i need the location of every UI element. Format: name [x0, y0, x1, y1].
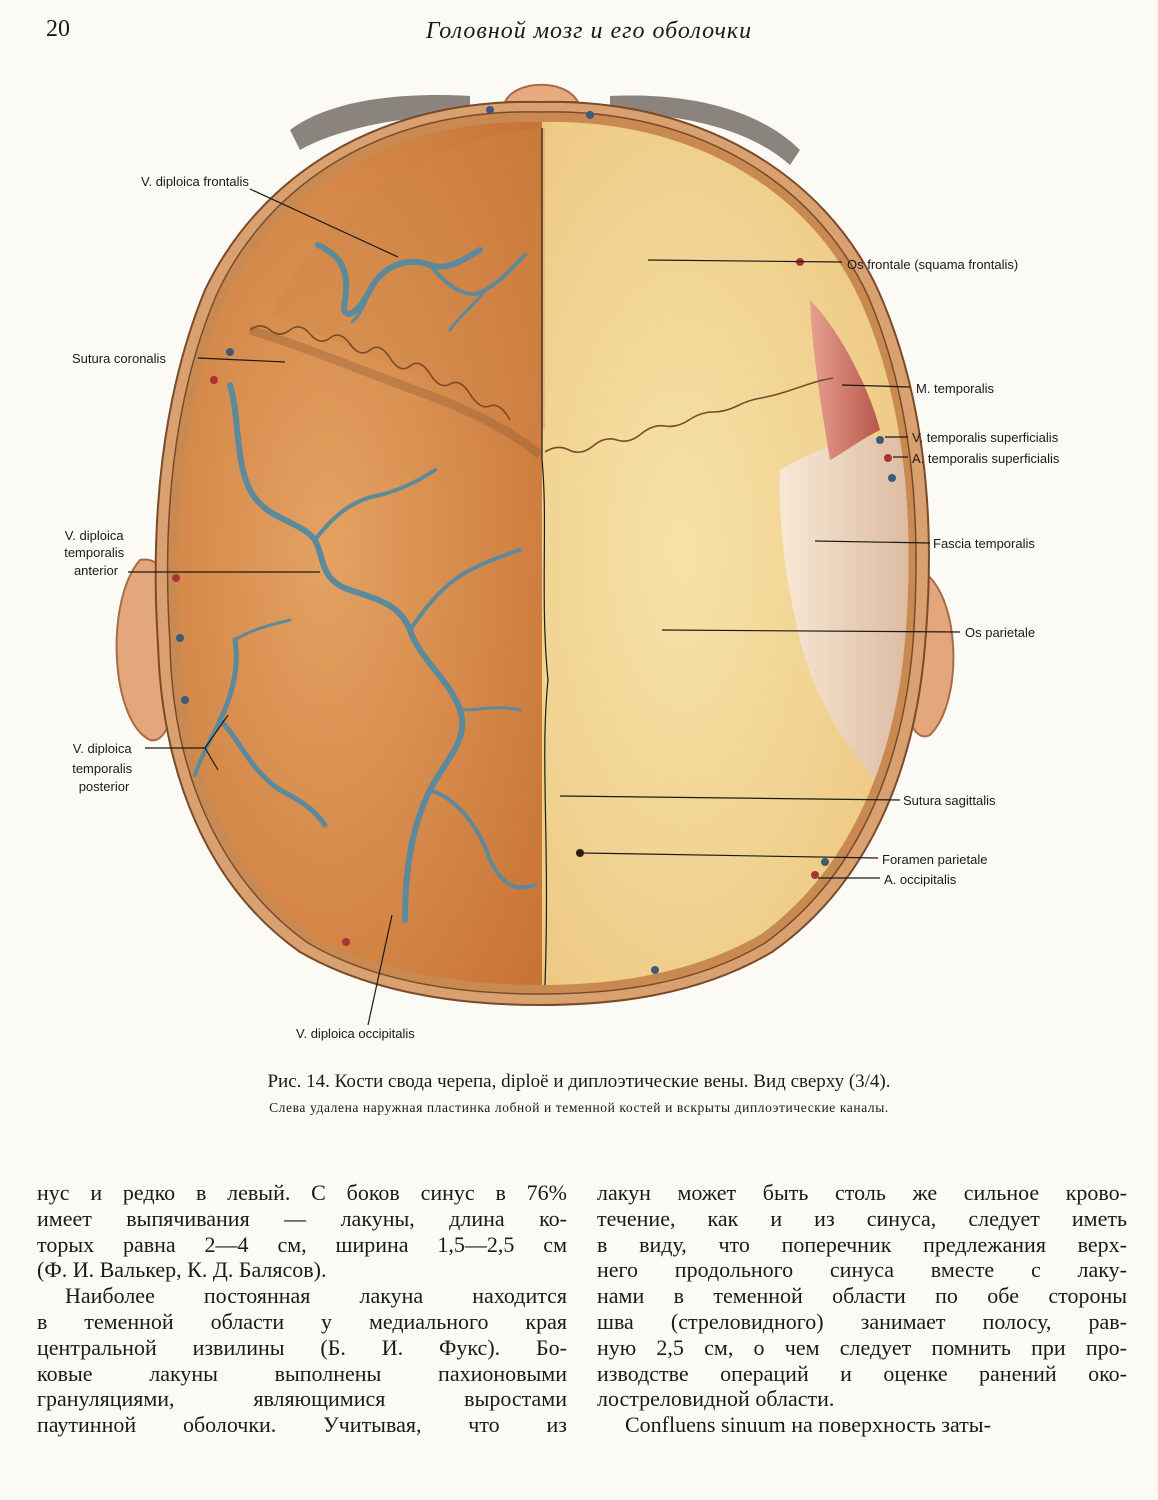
label-sutura-coronalis: Sutura coronalis: [72, 351, 166, 366]
nose-tip: [505, 85, 578, 102]
running-title: Головной мозг и его оболочки: [425, 18, 753, 44]
label-sutura-sagittalis: Sutura sagittalis: [903, 793, 996, 808]
body-text-right-column: [597, 1180, 1127, 1438]
label-os-parietale: Os parietale: [965, 625, 1036, 640]
label-v-diploica-temporalis-posterior: V. diploica temporalis posterior: [72, 741, 133, 794]
paragraph: Confluens sinuum на поверхность заты-: [625, 1412, 991, 1438]
paragraph: Наиболее постоянная лакуна находится в теменной области у медиального края центральной извилины (Б. И. Фукс). Бо- ковые лакуны выполнены пахионовыми грануляциями, являющимися выростами паутинной оболочки. Учитывая, что из: [37, 1283, 567, 1438]
body-text-left-column: [37, 1180, 567, 1438]
label-m-temporalis: M. temporalis: [916, 381, 995, 396]
label-foramen-parietale: Foramen parietale: [882, 852, 988, 867]
label-v-diploica-temporalis-anterior: V. diploica temporalis anterior: [64, 528, 125, 578]
label-v-diploica-occipitalis: V. diploica occipitalis: [296, 1026, 415, 1041]
label-fascia-temporalis: Fascia temporalis: [933, 536, 1035, 551]
figure-caption-subtitle: Слева удалена наружная пластинка лобной и теменной костей и вскрыты диплоэтические каналы.: [269, 1100, 889, 1115]
paragraph: нус и редко в левый. С боков синус в 76% имеет выпячивания — лакуны, длина ко- торых равна 2—4 см, ширина 1,5—2,5 см (Ф. И. Валькер, К. Д. Балясов).: [37, 1180, 567, 1283]
paragraph: лакун может быть столь же сильное крово- течение, как и из синуса, следует иметь в виду, что поперечник предлежания верх- него продольного синуса вместе с лаку- нами в теменной области по обе стороны шва (стреловидного) занимает полосу, рав- ную 2,5 см, о чем следует помнить при про- изводстве операций и оценке ранений око- лостреловидной области.: [597, 1180, 1127, 1412]
label-a-temporalis-superficialis: A. temporalis superficialis: [912, 451, 1060, 466]
label-v-diploica-frontalis: V. diploica frontalis: [141, 174, 249, 189]
label-a-occipitalis: A. occipitalis: [884, 872, 957, 887]
label-v-temporalis-superficialis: V. temporalis superficialis: [912, 430, 1059, 445]
label-os-frontale: Os frontale (squama frontalis): [847, 257, 1019, 272]
page-number: 20: [46, 16, 70, 42]
figure-caption-title: Рис. 14. Кости свода черепа, diploё и диплоэтические вены. Вид сверху (3/4).: [267, 1071, 891, 1092]
